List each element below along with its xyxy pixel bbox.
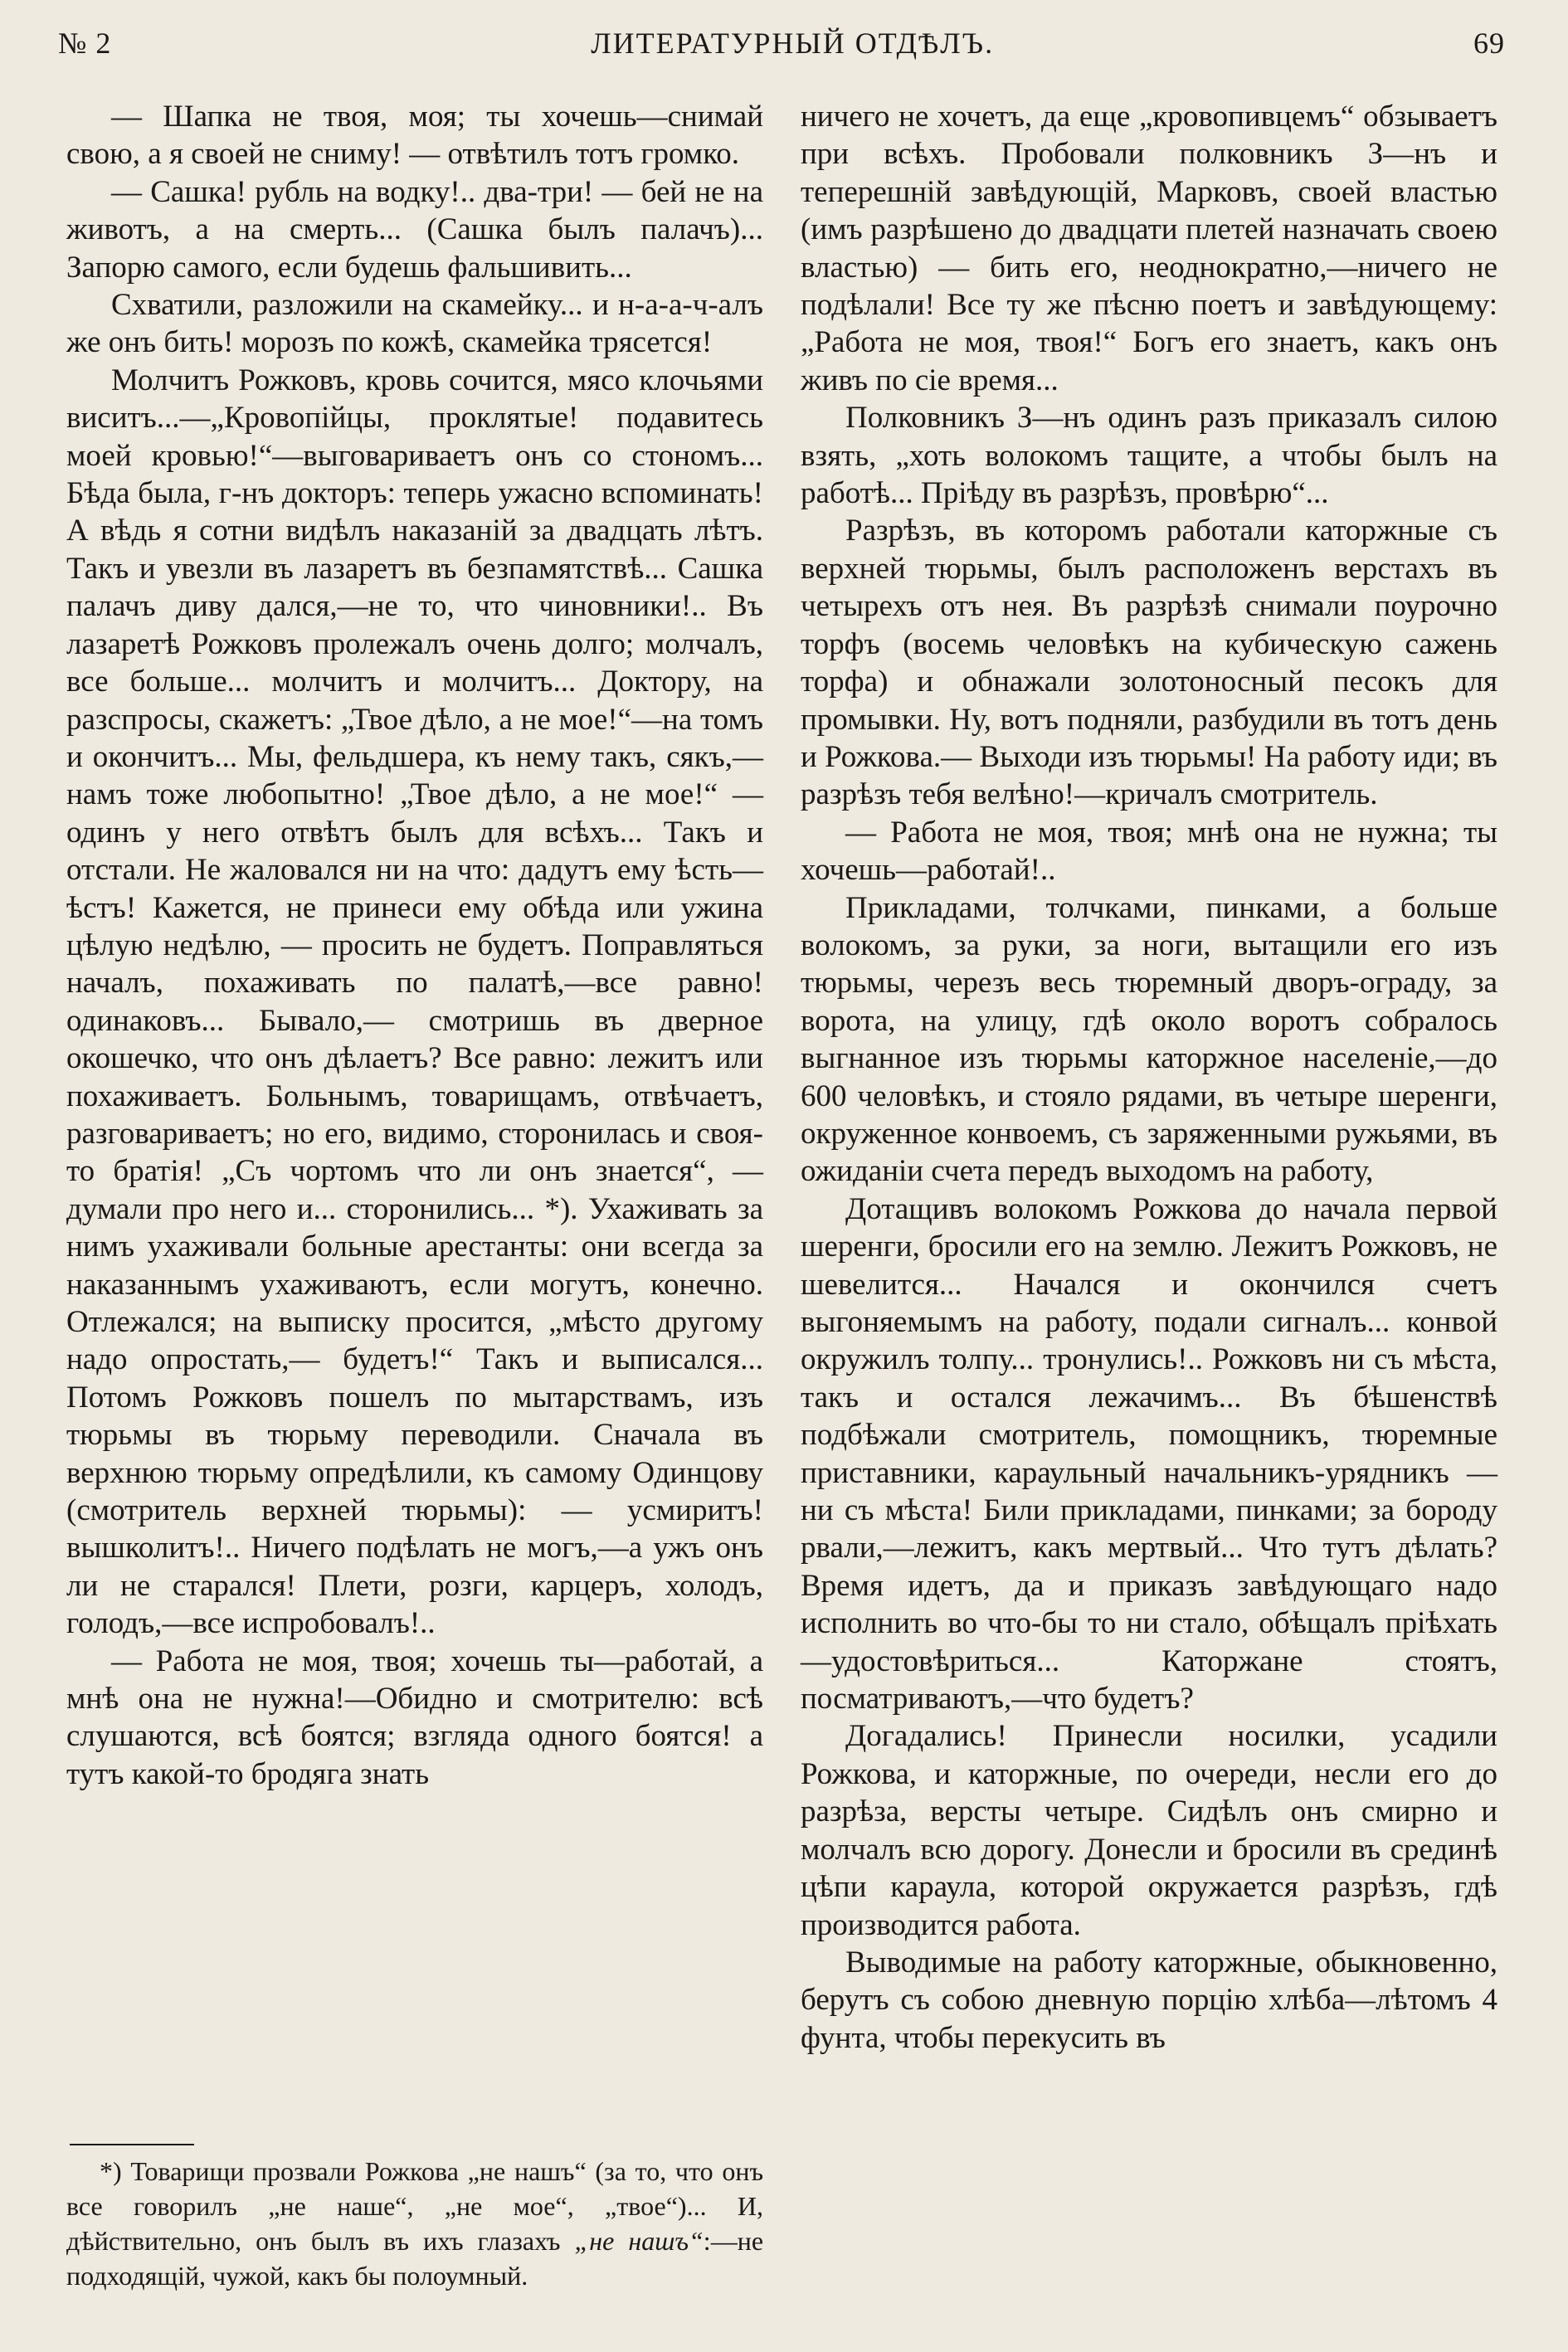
paragraph: ничего не хочетъ, да еще „кровопивцемъ“ обзываетъ при всѣхъ. Пробовали полковникъ З—нъ и теперешній завѣдующій, Марковъ, своей властью (имъ разрѣшено до двадцати плетей назначать своею властью) — бить его, неоднократно,—ничего не подѣлали! Все ту же пѣсню поетъ и завѣдующему: „Работа не моя, твоя!“ Богъ его знаетъ, какъ онъ живъ по сіе время...	[801, 100, 1497, 397]
paragraph: — Работа не моя, твоя; хочешь ты—работай, а мнѣ она не нужна!—Обидно и смотрителю: всѣ слушаются, всѣ боятся; взгляда одного боятся! а тутъ какой-то бродяга знать	[66, 1643, 763, 1791]
footnote-divider	[70, 2144, 194, 2145]
paragraph: — Работа не моя, твоя; мнѣ она не нужна; ты хочешь—работай!..	[801, 815, 1497, 888]
paragraph: Схватили, разложили на скамейку... и н-а-а-ч-алъ же онъ бить! морозъ по кожѣ, скамейка трясется!	[66, 288, 763, 360]
paragraph: Молчитъ Рожковъ, кровь сочится, мясо клочьями виситъ...—„Кровопійцы, проклятые! подавитесь моей кровью!“—выговариваетъ онъ со стономъ... Бѣда была, г-нъ докторъ: теперь ужасно вспоминать! А вѣдь я сотни видѣлъ наказаній за двадцать лѣтъ. Такъ и увезли въ лазаретъ въ безпамятствѣ... Сашка палачъ диву дался,—не то, что чиновники!.. Въ лазаретѣ Рожковъ пролежалъ очень долго; молчалъ, все больше... молчитъ и молчитъ... Доктору, на разспросы, скажетъ: „Твое дѣло, а не мое!“—на томъ и окончитъ... Мы, фельдшера, къ нему такъ, сякъ,—намъ тоже любопытно! „Твое дѣло, а не мое!“ — одинъ у него отвѣтъ былъ для всѣхъ... Такъ и отстали. Не жаловался ни на что: дадутъ ему ѣсть—ѣстъ! Кажется, не принеси ему обѣда или ужина цѣлую недѣлю, — просить не будетъ. Поправляться началъ, похаживать по палатѣ,—все равно! одинаковъ... Бывало,— смотришь въ дверное окошечко, что онъ дѣлаетъ? Все равно: лежитъ или похаживаетъ. Больнымъ, товарищамъ, отвѣчаетъ, разговариваетъ; но его, видимо, сторонилась и своя-то братія! „Съ чортомъ что ли онъ знается“, — думали про него и... сторонились... *). Ухаживать за нимъ ухаживали больные арестанты: они всегда за наказаннымъ ухаживаютъ, если могутъ, конечно. Отлежался; на выписку просится, „мѣсто другому надо опростать,— будетъ!“ Такъ и выписался... Потомъ Рожковъ пошелъ по мытарствамъ, изъ тюрьмы въ тюрьму переводили. Сначала въ верхнюю тюрьму опредѣлили, къ самому Одинцову (смотритель верхней тюрьмы): — усмиритъ! вышколитъ!.. Ничего подѣлать не могъ,—а ужъ онъ ли не старался! Плети, розги, карцеръ, холодъ, голодъ,—все испробовалъ!..	[66, 363, 763, 1641]
footnote-text: *) Товарищи прозвали Рожкова „не нашъ“ (за то, что онъ все говорилъ „не наше“, „не мое“, „твое“)... И, дѣйствительно, онъ былъ въ ихъ глазахъ	[66, 2156, 763, 2256]
paragraph: Разрѣзъ, въ которомъ работали каторжные съ верхней тюрьмы, былъ расположенъ верстахъ въ четырехъ отъ нея. Въ разрѣзѣ снимали поурочно торфъ (восемь человѣкъ на кубическую сажень торфа) и обнажали золотоносный песокъ для промывки. Ну, вотъ подняли, разбудили въ тотъ день и Рожкова.— Выходи изъ тюрьмы! На работу иди; въ разрѣзъ тебя велѣно!—кричалъ смотритель.	[801, 514, 1497, 812]
paragraph: Дотащивъ волокомъ Рожкова до начала первой шеренги, бросили его на землю. Лежитъ Рожковъ, не шевелится... Начался и окончился счетъ выгоняемымъ на работу, подали сигналъ... конвой окружилъ толпу... тронулись!.. Рожковъ ни съ мѣста, такъ и остался лежачимъ... Въ бѣшенствѣ подбѣжали смотритель, помощникъ, тюремные приставники, караульный начальникъ-урядникъ — ни съ мѣста! Били прикладами, пинками; за бороду рвали,—лежитъ, какъ мертвый... Что тутъ дѣлать? Время идетъ, да и приказъ завѣдующаго надо исполнить во что-бы то ни стало, обѣщалъ пріѣхать—удостовѣриться... Каторжане стоятъ, посматриваютъ,—что будетъ?	[801, 1191, 1497, 1717]
running-head	[58, 18, 1505, 68]
paragraph: Полковникъ З—нъ одинъ разъ приказалъ силою взять, „хоть волокомъ тащите, а чтобы былъ на работѣ... Пріѣду въ разрѣзъ, провѣрю“...	[801, 401, 1497, 511]
paragraph: — Сашка! рубль на водку!.. два-три! — бей не на животъ, а на смерть... (Сашка былъ палачъ)... Запорю самого, если будешь фальшивить...	[66, 174, 763, 285]
left-column	[66, 98, 763, 1793]
page-number: 69	[1473, 27, 1505, 60]
footnote-italic-text: „не нашъ“	[574, 2226, 704, 2256]
issue-number: № 2	[58, 27, 112, 60]
right-column	[801, 98, 1497, 2057]
section-title: ЛИТЕРАТУРНЫЙ ОТДѢЛЪ.	[591, 27, 995, 60]
paragraph: — Шапка не твоя, моя; ты хочешь—снимай свою, а я своей не сниму! — отвѣтилъ тотъ громко.	[66, 100, 763, 172]
footnote-text-end: :—не подходящій, чужой, какъ бы полоумный.	[66, 2226, 764, 2291]
footnote	[66, 2154, 763, 2293]
paragraph: Выводимые на работу каторжные, обыкновенно, берутъ съ собою дневную порцію хлѣба—лѣтомъ 4 фунта, чтобы перекусить въ	[801, 1945, 1497, 2055]
paragraph: Прикладами, толчками, пинками, а больше волокомъ, за руки, за ноги, вытащили его изъ тюрьмы, черезъ весь тюремный дворъ-ограду, за ворота, на улицу, гдѣ около воротъ собралось выгнанное изъ тюрьмы каторжное населеніе,—до 600 человѣкъ, и стояло рядами, въ четыре шеренги, окруженное конвоемъ, съ заряженными ружьями, въ ожиданіи счета передъ выходомъ на работу,	[801, 890, 1497, 1189]
paragraph: Догадались! Принесли носилки, усадили Рожкова, и каторжные, по очереди, несли его до разрѣза, версты четыре. Сидѣлъ онъ смирно и молчалъ всю дорогу. Донесли и бросили въ срединѣ цѣпи караула, которой окружается разрѣзъ, гдѣ производится работа.	[801, 1719, 1497, 1942]
